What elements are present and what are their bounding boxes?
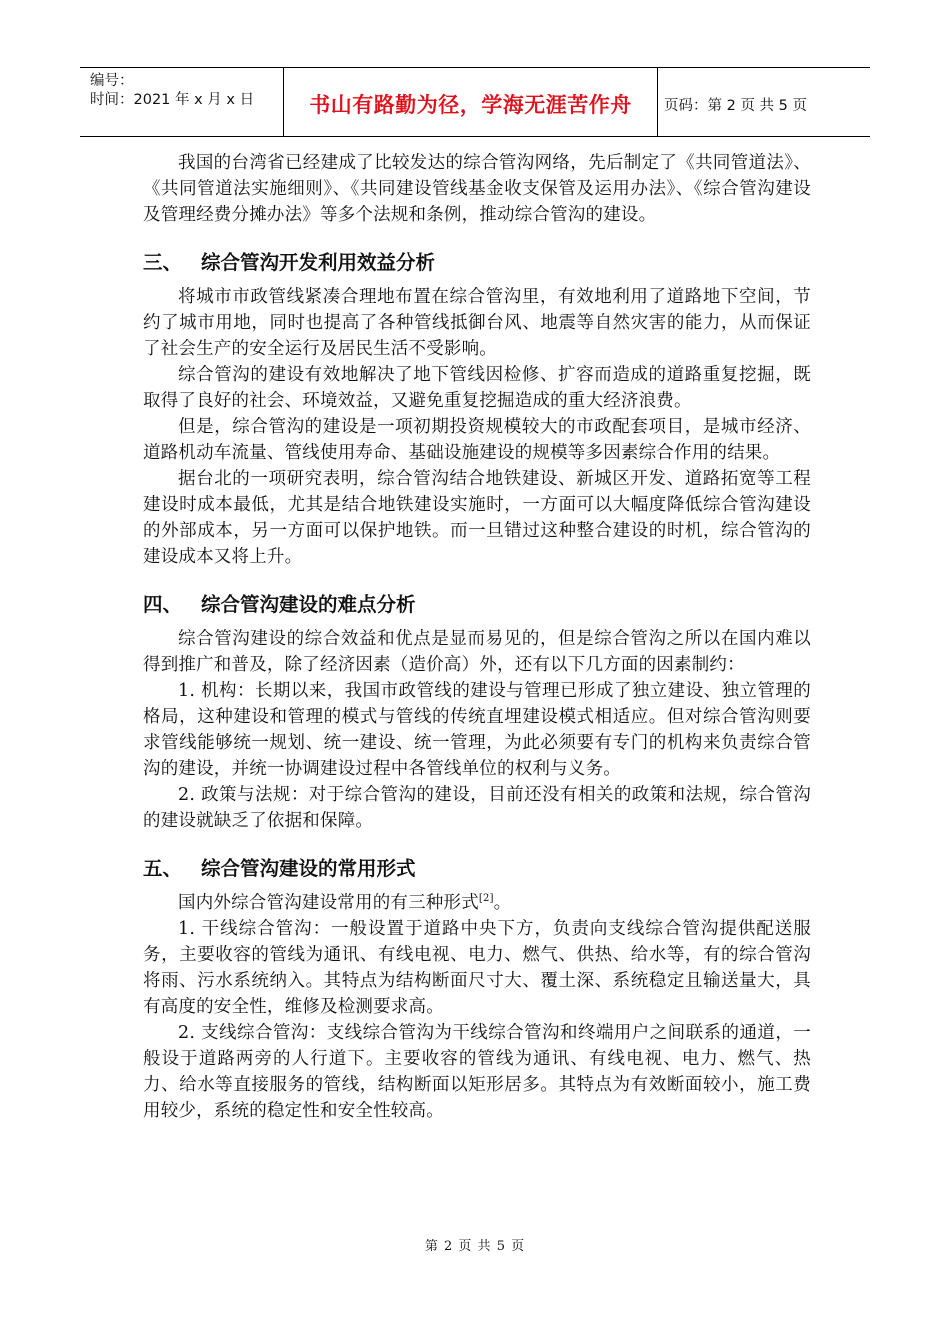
time-label: 时间：2021 年 x 月 x 日 <box>90 92 255 108</box>
page-footer: 第 2 页 共 5 页 <box>424 1239 526 1254</box>
section-number: 三、 <box>143 251 183 274</box>
header-meta <box>80 68 284 136</box>
section-title: 综合管沟开发利用效益分析 <box>201 251 436 274</box>
paragraph: 2. 政策与法规：对于综合管沟的建设，目前还没有相关的政策和法规，综合管沟的建设就缺乏了依据和保障。 <box>143 785 811 831</box>
section-heading-3 <box>143 248 811 278</box>
citation-ref[interactable]: [2] <box>478 893 494 905</box>
lead-text: 国内外综合管沟建设常用的有三种形式 <box>178 893 479 913</box>
paragraph: 1. 机构：长期以来，我国市政管线的建设与管理已形成了独立建设、独立管理的格局，这种建设和管理的模式与管线的传统直埋建设模式相适应。但对综合管沟则要求管线能够统一规划、统一建设、统一管理，为此必须要有专门的机构来负责综合管沟的建设，并统一协调建设过程中各管线单位的权利与义务。 <box>143 681 811 779</box>
paragraph: 但是，综合管沟的建设是一项初期投资规模较大的市政配套项目，是城市经济、道路机动车流量、管线使用寿命、基础设施建设的规模等多因素综合作用的结果。 <box>143 417 811 463</box>
lead-end: 。 <box>493 893 512 913</box>
section-number: 四、 <box>143 593 183 616</box>
motto-text: 书山有路勤为径，学海无涯苦作舟 <box>309 93 632 117</box>
section-heading-5 <box>143 854 811 884</box>
paragraph-lead <box>143 890 811 916</box>
section-title: 综合管沟建设的常用形式 <box>201 857 416 880</box>
number-label: 编号： <box>90 73 134 89</box>
page-header <box>80 67 870 137</box>
paragraph: 综合管沟的建设有效地解决了地下管线因检修、扩容而造成的道路重复挖掘，既取得了良好的社会、环境效益，又避免重复挖掘造成的重大经济浪费。 <box>143 365 811 411</box>
header-motto-cell <box>284 68 658 136</box>
paragraph: 综合管沟建设的综合效益和优点是显而易见的，但是综合管沟之所以在国内难以得到推广和普及，除了经济因素（造价高）外，还有以下几方面的因素制约： <box>143 629 811 675</box>
intro-paragraph: 我国的台湾省已经建成了比较发达的综合管沟网络，先后制定了《共同管道法》、《共同管道法实施细则》、《共同建设管线基金收支保管及运用办法》、《综合管沟建设及管理经费分摊办法》等多个法规和条例，推动综合管沟的建设。 <box>143 153 811 225</box>
paragraph: 据台北的一项研究表明，综合管沟结合地铁建设、新城区开发、道路拓宽等工程建设时成本最低，尤其是结合地铁建设实施时，一方面可以大幅度降低综合管沟建设的外部成本，另一方面可以保护地铁。而一旦错过这种整合建设的时机，综合管沟的建设成本又将上升。 <box>143 469 811 567</box>
section-number: 五、 <box>143 857 183 880</box>
document-body <box>143 150 811 1124</box>
page-info: 页码：第 2 页 共 5 页 <box>664 97 807 114</box>
paragraph: 1. 干线综合管沟：一般设置于道路中央下方，负责向支线综合管沟提供配送服务，主要收容的管线为通讯、有线电视、电力、燃气、供热、给水等，有的综合管沟将雨、污水系统纳入。其特点为结构断面尺寸大、覆土深、系统稳定且输送量大，具有高度的安全性，维修及检测要求高。 <box>143 919 811 1017</box>
section-heading-4 <box>143 590 811 620</box>
section-title: 综合管沟建设的难点分析 <box>201 593 416 616</box>
paragraph: 将城市市政管线紧凑合理地布置在综合管沟里，有效地利用了道路地下空间，节约了城市用地，同时也提高了各种管线抵御台风、地震等自然灾害的能力，从而保证了社会生产的安全运行及居民生活不受影响。 <box>143 287 811 359</box>
paragraph: 2. 支线综合管沟：支线综合管沟为干线综合管沟和终端用户之间联系的通道，一般设于道路两旁的人行道下。主要收容的管线为通讯、有线电视、电力、燃气、热力、给水等直接服务的管线，结构断面以矩形居多。其特点为有效断面较小，施工费用较少，系统的稳定性和安全性较高。 <box>143 1023 811 1121</box>
